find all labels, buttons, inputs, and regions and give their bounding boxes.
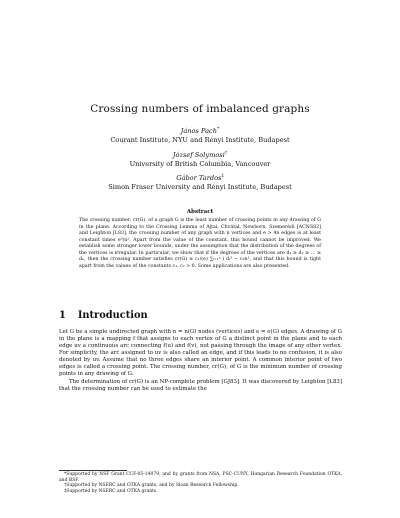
author-mark: ‡ xyxy=(221,173,224,179)
author-block-3 xyxy=(0,174,400,191)
footnote: †Supported by NSERC and OTKA grants, and by Sloan Research Fellowship. xyxy=(64,483,239,489)
author-name: Gábor Tardos xyxy=(176,174,222,182)
intro-paragraph: The determination of cr(G) is an NP-complete problem [GJ83]. It was discovered by Leighton [L83] that the crossing number can be used to estimate the xyxy=(59,378,342,392)
footnote-rule xyxy=(59,470,127,471)
author-name: János Pach xyxy=(180,127,217,135)
footnote: ‡Supported by NSERC and OTKA grants. xyxy=(64,489,158,495)
author-block-2 xyxy=(0,151,400,168)
section-heading xyxy=(59,310,148,321)
footnotes xyxy=(59,472,342,495)
intro-paragraph: Let G be a simple undirected graph with n = n(G) nodes (vertices) and e = e(G) edges. A drawing of G in the plane is a mapping f that assigns to each vertex of G a distinct point in the plane and to each edge uv a continuous arc connecting f(u) and f(v), not passing through the image of any other vertex. For simplicity, the arc assigned to uv is also called an edge, and if this leads to no confusion, it is also denoted by uv. Assume that no three edges share an interior point. A common interior point of two edges is called a crossing point. The crossing number, cr(G), of G is the minimum number of crossing points in any drawing of G. xyxy=(59,329,342,378)
author-mark: † xyxy=(224,150,228,156)
paper-title: Crossing numbers of imbalanced graphs xyxy=(90,103,310,115)
author-affiliation: Simon Fraser University and Rényi Institute, Budapest xyxy=(108,182,292,191)
author-name: József Solymosi xyxy=(172,151,225,159)
author-block-1 xyxy=(0,127,400,144)
abstract-text: The crossing number, cr(G), of a graph G is the least number of crossing points in any drawing of G in the plane. According to the Crossing Lemma of Ajtai, Chvátal, Newborn, Szemerédi [ACNS82] and Leighton [L83], the crossing number of any graph with n vertices and e > 4n edges is at least constant times e³/n². Apart from the value of the constant, this bound cannot be improved. We establish some stronger lower bounds, under the assumption that the distribution of the degrees of the vertices is irregular. In particular, we show that if the degrees of the vertices are d₁ ≥ d₂ ≥ … ≥ dₙ, then the crossing number satisfies cr(G) ≥ c₁/(e) ∑ᵢ₌₁ⁿ i dᵢ³ − c₂n², and that this bound is tight apart from the values of the constants c₁, c₂ > 0. Some applications are also presented. xyxy=(79,218,321,269)
author-affiliation: Courant Institute, NYU and Rényi Institute, Budapest xyxy=(110,135,290,144)
section-title: Introduction xyxy=(77,310,148,321)
abstract-heading: Abstract xyxy=(186,209,214,215)
intro-body xyxy=(59,329,342,393)
author-affiliation: University of British Columbia, Vancouver xyxy=(129,159,271,168)
author-mark: * xyxy=(216,126,220,132)
section-number: 1 xyxy=(59,310,66,321)
footnote: *Supported by NSF Grant CCF-05-14079, and by grants from NSA, PSC-CUNY, Hungarian Research Foundation OTKA, and BSF. xyxy=(59,472,342,483)
